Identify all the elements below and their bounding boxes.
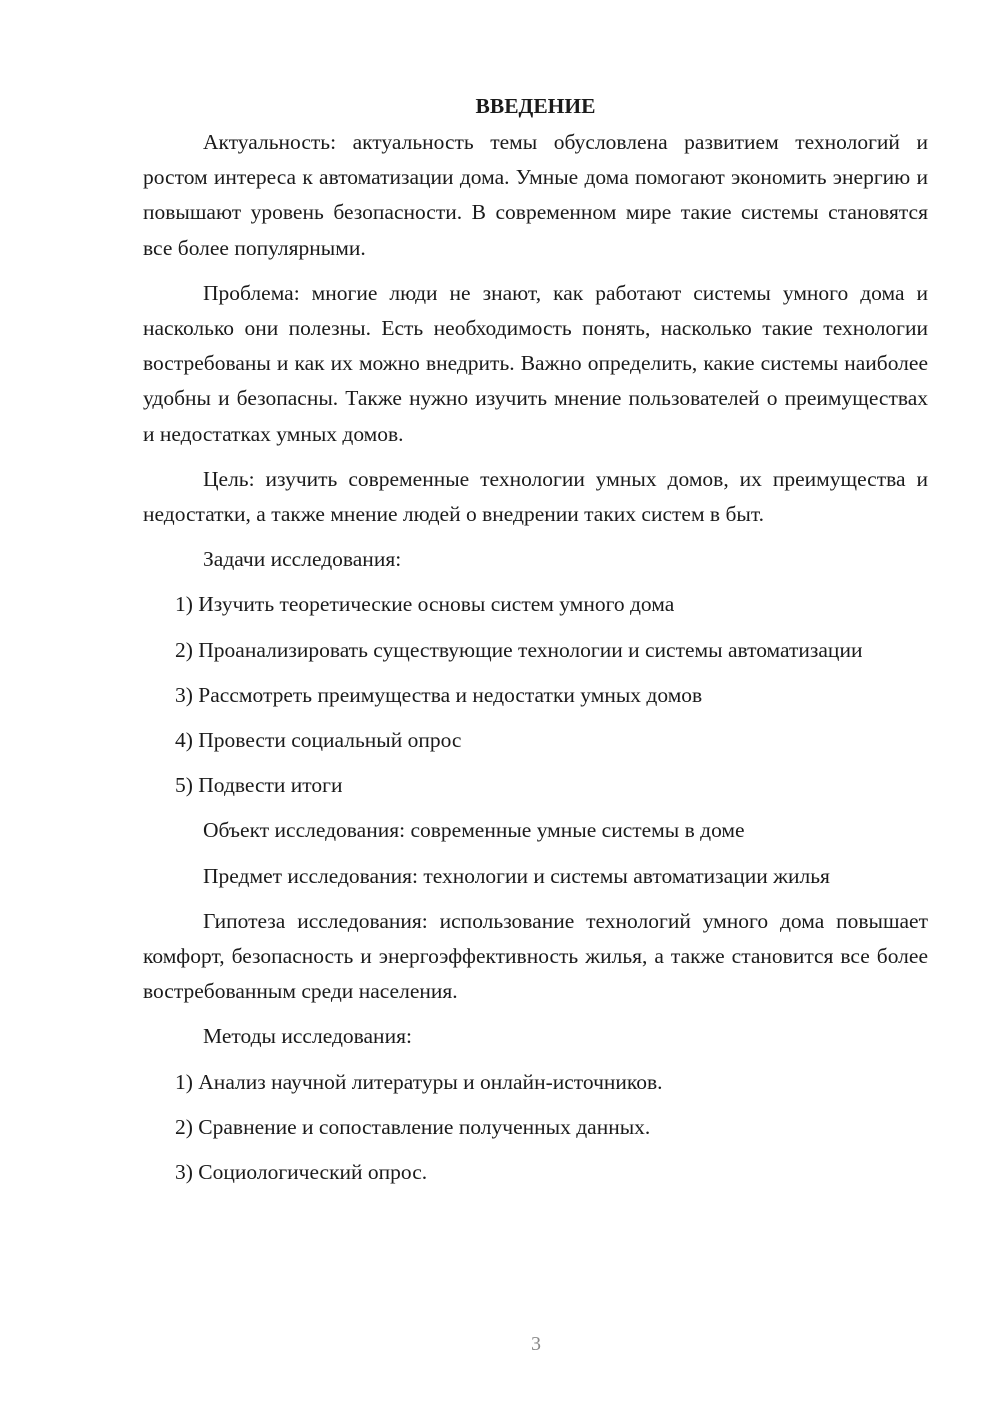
list-item-task-3: 3) Рассмотреть преимущества и недостатки умных домов: [175, 682, 703, 707]
list-item-method-2: 2) Сравнение и сопоставление полученных данных.: [175, 1114, 651, 1139]
page-number: 3: [531, 1333, 541, 1355]
list-item-task-1: 1) Изучить теоретические основы систем умного дома: [175, 592, 675, 617]
paragraph-methods-heading: Методы исследования:: [203, 1024, 412, 1049]
list-item-method-1: 1) Анализ научной литературы и онлайн-источников.: [175, 1069, 663, 1094]
paragraph-tasks-heading: Задачи исследования:: [203, 547, 402, 572]
section-title: ВВЕДЕНИЕ: [475, 94, 596, 118]
paragraph-subject: Предмет исследования: технологии и системы автоматизации жилья: [203, 863, 830, 888]
document-page: [143, 92, 928, 1200]
list-item-method-3: 3) Социологический опрос.: [175, 1160, 428, 1185]
paragraph-hypothesis: Гипотеза исследования: использование технологий умного дома повышает комфорт, безопасность и энергоэффективность жилья, а также становится все более востребованным среди населения.: [143, 908, 928, 1004]
paragraph-problem: Проблема: многие люди не знают, как работают системы умного дома и насколько они полезны. Есть необходимость понять, насколько такие технологии востребованы и как их можно внедрить. Важно определить, какие системы наиболее удобны и безопасны. Также нужно изучить мнение пользователей о преимуществах и недостатках умных домов.: [143, 280, 928, 446]
list-item-task-5: 5) Подвести итоги: [175, 773, 343, 798]
paragraph-goal: Цель: изучить современные технологии умных домов, их преимущества и недостатки, а также мнение людей о внедрении таких систем в быт.: [143, 466, 928, 527]
list-item-task-4: 4) Провести социальный опрос: [175, 728, 462, 753]
list-item-task-2: 2) Проанализировать существующие технологии и системы автоматизации: [175, 637, 863, 662]
paragraph-object: Объект исследования: современные умные системы в доме: [203, 818, 745, 843]
paragraph-relevance: Актуальность: актуальность темы обусловлена развитием технологий и ростом интереса к автоматизации дома. Умные дома помогают экономить энергию и повышают уровень безопасности. В современном мире такие системы становятся все более популярными.: [143, 130, 928, 260]
